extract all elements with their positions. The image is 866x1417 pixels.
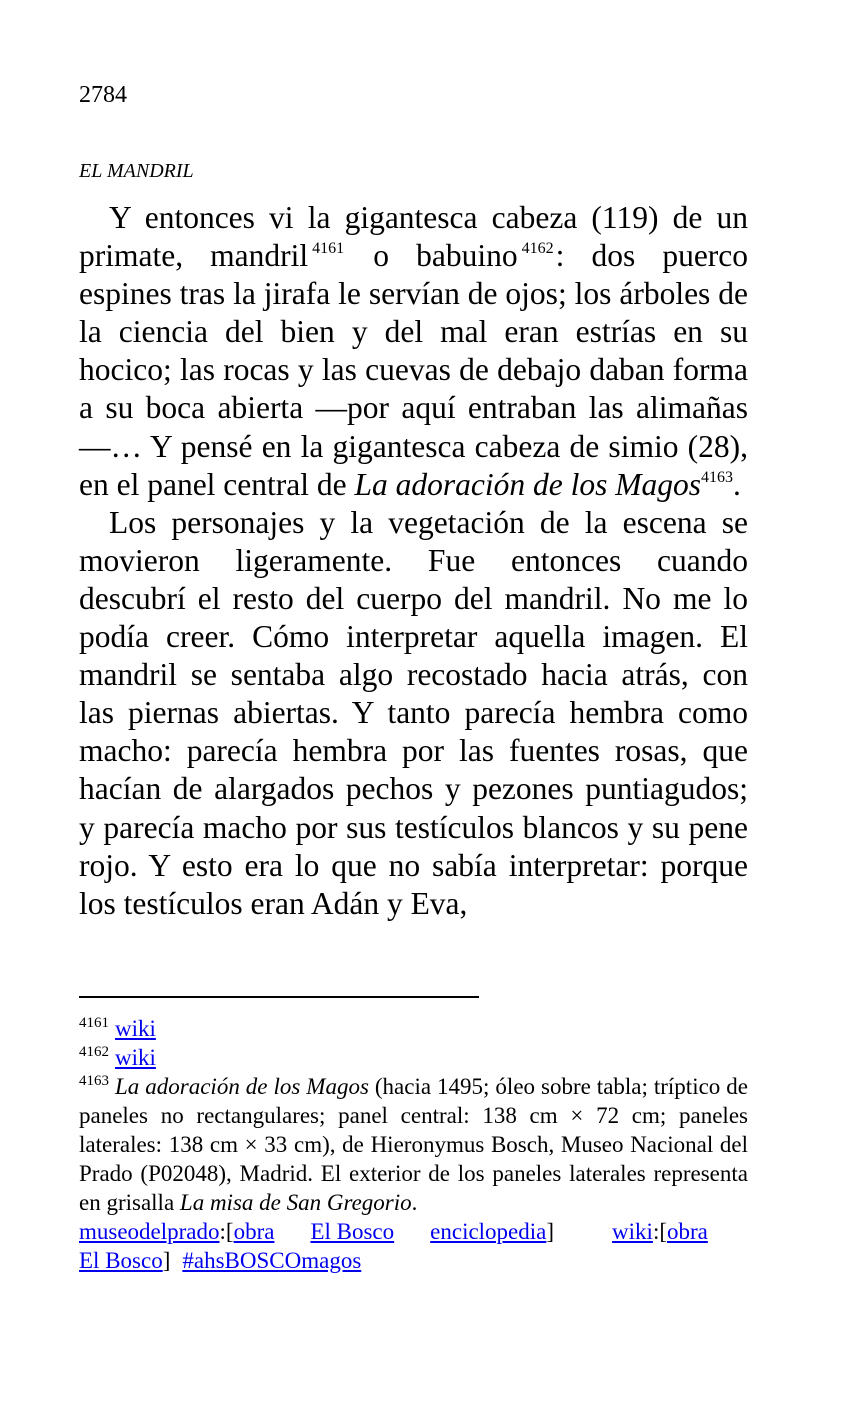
link-separator: ] bbox=[162, 1248, 171, 1273]
obra-link-2[interactable]: obra bbox=[667, 1219, 708, 1244]
footnote-text: (hacia 1495; óleo sobre tabla; tríptico de paneles no rectangulares; panel central: 138 cm × 72 cm; paneles laterales: 138 cm × 33 cm), de Hieronymus Bosch, Museo Nacional del Prado (P02048), Madrid. El exterior de los paneles laterales representa en grisalla bbox=[79, 1074, 748, 1215]
link-separator: :[ bbox=[219, 1219, 234, 1244]
footnote-number: 4162 bbox=[79, 1044, 109, 1060]
footnote-number: 4163 bbox=[79, 1073, 109, 1089]
wiki-link[interactable]: wiki bbox=[612, 1219, 653, 1244]
body-text bbox=[79, 199, 748, 923]
el-bosco-link-2[interactable]: El Bosco bbox=[79, 1248, 163, 1273]
paragraph-1-part-1: Y entonces vi la gigantesca cabeza (119) de un primate, mandril bbox=[79, 200, 748, 274]
footnote-4163 bbox=[79, 1072, 748, 1217]
paragraph-1 bbox=[79, 199, 748, 504]
enciclopedia-link[interactable]: enciclopedia bbox=[430, 1219, 547, 1244]
footnote-ref-4162[interactable]: 4162 bbox=[521, 240, 554, 258]
wiki-link[interactable]: wiki bbox=[115, 1045, 156, 1070]
footnote-4161 bbox=[79, 1014, 748, 1043]
obra-link[interactable]: obra bbox=[233, 1219, 275, 1244]
paragraph-1-part-3: : dos puerco espines tras la jirafa le servían de ojos; los árboles de la ciencia del bien y del mal eran estrías en su hocico; las rocas y las cuevas de debajo daban forma a su boca abierta —por aquí entraban las alimañas—… Y pensé en la gigantesca cabeza de simio (28), en el panel central de bbox=[79, 238, 749, 502]
museodelprado-link[interactable]: museodelprado bbox=[79, 1219, 220, 1244]
footnote-artwork-title-2: La misa de San Gregorio bbox=[179, 1190, 412, 1215]
footnote-artwork-title: La adoración de los Magos bbox=[115, 1074, 369, 1099]
el-bosco-link[interactable]: El Bosco bbox=[310, 1219, 395, 1244]
footnote-4162 bbox=[79, 1043, 748, 1072]
artwork-title: La adoración de los Magos bbox=[354, 466, 701, 502]
footnote-text-end: . bbox=[411, 1190, 418, 1215]
link-separator: ] bbox=[546, 1219, 555, 1244]
footnote-number: 4161 bbox=[79, 1015, 109, 1031]
paragraph-1-end: . bbox=[732, 466, 741, 502]
link-separator: :[ bbox=[652, 1219, 667, 1244]
paragraph-2: Los personajes y la vegetación de la escena se movieron ligeramente. Fue entonces cuando descubrí el resto del cuerpo del mandril. No me lo podía creer. Cómo interpretar aquella imagen. El mandril se sentaba algo recostado hacia atrás, con las piernas abiertas. Y tanto parecía hembra como macho: parecía hembra por las fuentes rosas, que hacían de alargados pechos y pezones puntiagudos; y parecía macho por sus testículos blancos y su pene rojo. Y esto era lo que no sabía interpretar: porque los testículos eran Adán y Eva, bbox=[79, 504, 748, 921]
footnote-ref-4163[interactable]: 4163 bbox=[700, 468, 733, 486]
footnote-ref-4161[interactable]: 4161 bbox=[312, 240, 345, 258]
footnotes bbox=[79, 1014, 748, 1275]
hashtag-link[interactable]: #ahsBOSCOmagos bbox=[182, 1248, 362, 1273]
footnote-divider bbox=[79, 996, 479, 998]
section-title: EL MANDRIL bbox=[79, 160, 194, 182]
reference-links bbox=[79, 1217, 748, 1275]
wiki-link[interactable]: wiki bbox=[115, 1016, 156, 1041]
paragraph-1-part-2: o babuino bbox=[373, 238, 518, 274]
page-number: 2784 bbox=[79, 82, 127, 108]
